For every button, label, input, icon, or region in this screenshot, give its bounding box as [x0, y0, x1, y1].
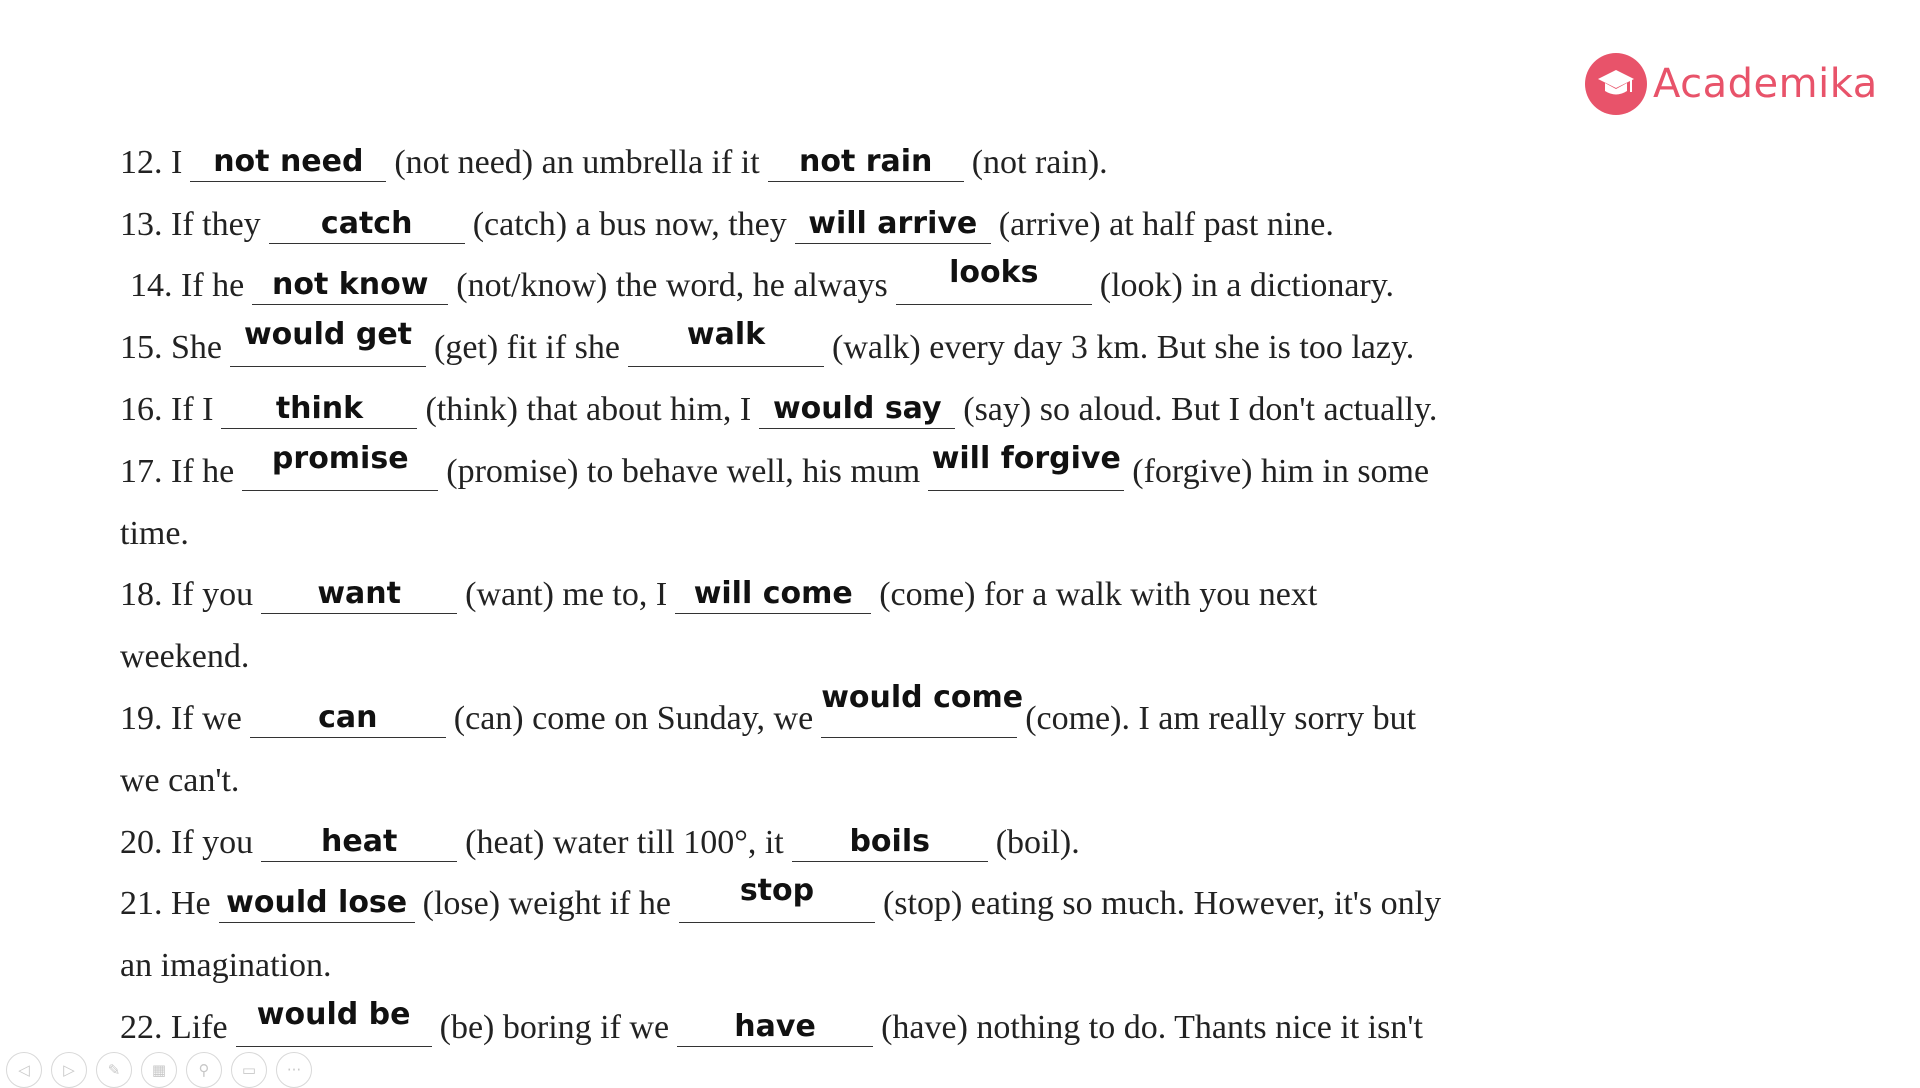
answer-blank — [221, 388, 417, 429]
line-text: (stop) eating so much. However, it's only — [882, 885, 1442, 923]
slideshow-toolbar — [6, 1052, 312, 1088]
answer-blank — [821, 679, 1024, 738]
slides-grid-icon[interactable]: ▦ — [141, 1052, 177, 1088]
exercise-line-15 — [120, 305, 1520, 367]
exercise-line-19 — [120, 676, 1520, 738]
answer-text: would lose — [226, 885, 408, 921]
answer-blank — [190, 141, 386, 182]
line-text: 16. If I — [120, 390, 214, 428]
answer-blank — [928, 440, 1124, 491]
line-text: 19. If we — [120, 699, 242, 737]
answer-text: walk — [686, 317, 766, 353]
exercise-line-continuation — [120, 614, 1520, 676]
line-text: 15. She — [120, 329, 222, 367]
line-text: (get) fit if she — [434, 329, 620, 367]
line-text: 17. If he — [120, 452, 235, 490]
answer-blank — [252, 264, 448, 305]
answer-blank — [675, 573, 871, 614]
exercise-line-18 — [120, 553, 1520, 615]
line-text: 22. Life — [120, 1008, 228, 1046]
subtitles-icon[interactable]: ▭ — [231, 1052, 267, 1088]
exercise-line-21 — [120, 862, 1520, 924]
exercise-sheet — [120, 120, 1520, 1047]
answer-blank — [261, 821, 457, 862]
line-text: (catch) a bus now, they — [472, 205, 787, 243]
exercise-line-14 — [120, 244, 1520, 306]
answer-blank — [679, 873, 875, 923]
line-text: we can't. — [120, 761, 240, 799]
answer-text: promise — [271, 440, 409, 476]
answer-blank — [269, 203, 465, 244]
answer-blank — [236, 996, 432, 1047]
answer-text: think — [275, 390, 364, 426]
line-text: (arrive) at half past nine. — [998, 205, 1334, 243]
answer-text: boils — [849, 823, 930, 859]
answer-text: not know — [272, 267, 429, 303]
answer-blank — [677, 1006, 873, 1047]
line-text: (come) for a walk with you next — [879, 576, 1318, 614]
line-text: 13. If they — [120, 205, 261, 243]
answer-text: catch — [320, 205, 413, 241]
answer-text: looks — [949, 255, 1039, 291]
answer-text: not rain — [798, 143, 933, 179]
answer-text: would come — [821, 679, 1024, 715]
previous-slide-icon[interactable]: ◁ — [6, 1052, 42, 1088]
line-text: (promise) to behave well, his mum — [446, 452, 921, 490]
answer-blank — [230, 317, 426, 367]
answer-blank — [628, 317, 824, 367]
line-text: (have) nothing to do. Thants nice it isn't — [881, 1008, 1423, 1046]
exercise-line-continuation — [120, 923, 1520, 985]
line-text: (come). I am really sorry but — [1025, 699, 1417, 737]
answer-blank — [261, 573, 457, 614]
answer-blank — [219, 882, 415, 923]
exercise-line-20 — [120, 800, 1520, 862]
line-text: (look) in a dictionary. — [1099, 267, 1395, 305]
line-text: (not/know) the word, he always — [456, 267, 888, 305]
more-options-icon[interactable]: ··· — [276, 1052, 312, 1088]
answer-text: heat — [321, 823, 398, 859]
exercise-line-17 — [120, 429, 1520, 491]
line-text: (boil). — [995, 823, 1080, 861]
answer-blank — [242, 440, 438, 491]
exercise-line-12 — [120, 120, 1520, 182]
brand-logo — [1585, 53, 1878, 115]
next-slide-icon[interactable]: ▷ — [51, 1052, 87, 1088]
answer-text: will come — [693, 576, 853, 612]
answer-text: will arrive — [808, 205, 978, 241]
exercise-line-13 — [120, 182, 1520, 244]
answer-text: want — [317, 576, 401, 612]
answer-text: stop — [739, 873, 815, 909]
answer-text: can — [318, 699, 378, 735]
answer-text: would be — [256, 996, 411, 1032]
exercise-line-16 — [120, 367, 1520, 429]
line-text: (want) me to, I — [465, 576, 668, 614]
line-text: an imagination. — [120, 947, 332, 985]
line-text: (say) so aloud. But I don't actually. — [963, 390, 1438, 428]
answer-text: would say — [772, 390, 942, 426]
answer-text: would get — [243, 317, 413, 353]
line-text: (forgive) him in some — [1132, 452, 1430, 490]
answer-blank — [792, 821, 988, 862]
line-text: 20. If you — [120, 823, 254, 861]
line-text: time. — [120, 514, 189, 552]
line-text: weekend. — [120, 638, 250, 676]
answer-blank — [768, 141, 964, 182]
exercise-line-continuation — [120, 738, 1520, 800]
answer-text: will forgive — [931, 440, 1121, 476]
pen-icon[interactable]: ✎ — [96, 1052, 132, 1088]
line-text: 18. If you — [120, 576, 254, 614]
exercise-line-continuation — [120, 491, 1520, 553]
line-text: (not rain). — [971, 143, 1108, 181]
answer-text: not need — [213, 143, 364, 179]
answer-blank — [795, 203, 991, 244]
graduation-cap-icon — [1585, 53, 1647, 115]
line-text: (walk) every day 3 km. But she is too lazy. — [832, 329, 1415, 367]
exercise-line-22 — [120, 985, 1520, 1047]
line-text: (be) boring if we — [439, 1008, 670, 1046]
zoom-icon[interactable]: ⚲ — [186, 1052, 222, 1088]
answer-blank — [896, 255, 1092, 305]
answer-text: have — [734, 1008, 816, 1044]
line-text: (can) come on Sunday, we — [453, 699, 814, 737]
answer-blank — [759, 388, 955, 429]
line-text: 14. If he — [130, 267, 245, 305]
line-text: (heat) water till 100°, it — [465, 823, 784, 861]
line-text: (not need) an umbrella if it — [394, 143, 760, 181]
line-text: 21. He — [120, 885, 211, 923]
line-text: (think) that about him, I — [425, 390, 752, 428]
line-text: (lose) weight if he — [422, 885, 671, 923]
brand-name: Academika — [1653, 61, 1878, 107]
line-text: 12. I — [120, 143, 183, 181]
answer-blank — [250, 697, 446, 738]
